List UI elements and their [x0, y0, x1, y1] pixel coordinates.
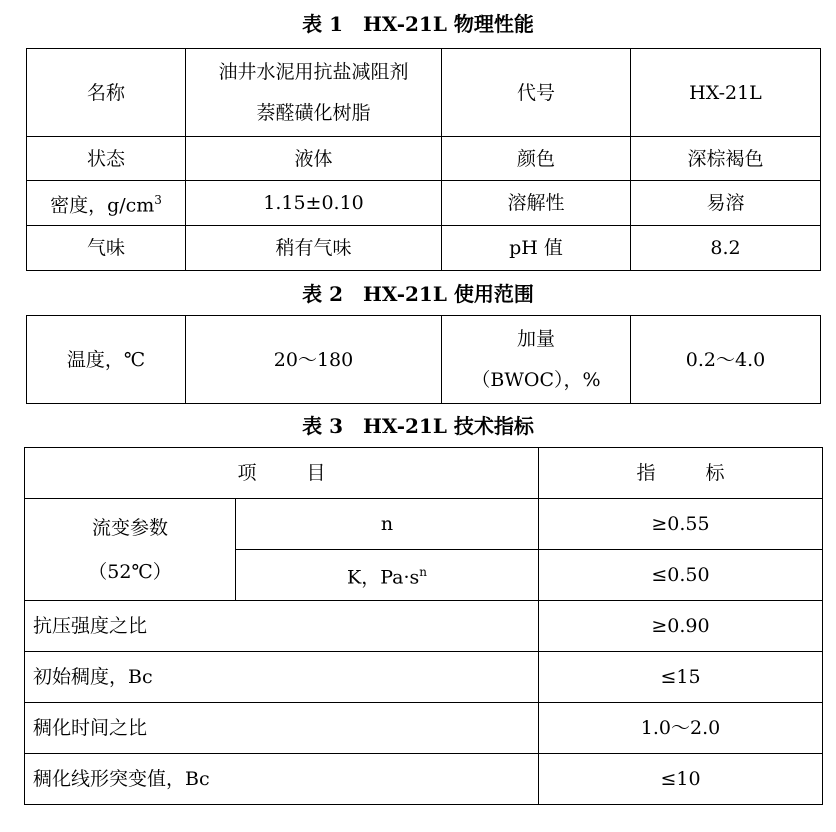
- thickening-jump-value: ≤10: [539, 754, 823, 805]
- odor-label: 气味: [27, 226, 186, 271]
- n-label: n: [236, 499, 539, 550]
- table3-row-n: [25, 499, 823, 550]
- table3-row-initial-consistency: [25, 652, 823, 703]
- table1-row-state: [27, 137, 821, 181]
- temperature-value: 20～180: [186, 316, 442, 404]
- code-value: HX-21L: [631, 49, 821, 137]
- header-item: [25, 448, 539, 499]
- table3-row-compressive: [25, 601, 823, 652]
- compressive-value: ≥0.90: [539, 601, 823, 652]
- state-value: 液体: [186, 137, 442, 181]
- dosage-label: [442, 316, 631, 404]
- header-index-char1: 指: [636, 462, 656, 484]
- initial-consistency-value: ≤15: [539, 652, 823, 703]
- density-label: [27, 181, 186, 226]
- name-value-line2: 萘醛磺化树脂: [256, 102, 371, 124]
- solubility-label: 溶解性: [442, 181, 631, 226]
- table3: [24, 447, 823, 805]
- table3-header-row: [25, 448, 823, 499]
- table1: [26, 48, 821, 271]
- table2-row: [27, 316, 821, 404]
- header-item-char1: 项: [237, 462, 257, 484]
- name-value: [186, 49, 442, 137]
- solubility-value: 易溶: [631, 181, 821, 226]
- table1-row-name: [27, 49, 821, 137]
- density-label-text: 密度，g/cm: [50, 194, 155, 217]
- dosage-value: 0.2～4.0: [631, 316, 821, 404]
- thickening-jump-label: 稠化线形突变值，Bc: [25, 754, 539, 805]
- density-label-sup: 3: [154, 193, 162, 208]
- k-label: [236, 550, 539, 601]
- name-value-line1: 油井水泥用抗盐减阻剂: [218, 61, 409, 83]
- ph-value: 8.2: [631, 226, 821, 271]
- color-value: 深棕褐色: [631, 137, 821, 181]
- table3-row-thickening-time: [25, 703, 823, 754]
- ph-label: pH 值: [442, 226, 631, 271]
- state-label: 状态: [27, 137, 186, 181]
- table1-row-odor: [27, 226, 821, 271]
- table2: [26, 315, 821, 404]
- table1-row-density: [27, 181, 821, 226]
- dosage-label-line2: （BWOC），%: [471, 369, 601, 391]
- rheology-label: [25, 499, 236, 601]
- table3-row-thickening-jump: [25, 754, 823, 805]
- rheology-label-line2: （52℃）: [88, 560, 172, 583]
- temperature-label: 温度，℃: [27, 316, 186, 404]
- initial-consistency-label: 初始稠度，Bc: [25, 652, 539, 703]
- k-value: ≤0.50: [539, 550, 823, 601]
- table2-title: 表 2 HX-21L 使用范围: [302, 282, 534, 306]
- n-value: ≥0.55: [539, 499, 823, 550]
- header-item-char2: 目: [306, 462, 326, 484]
- thickening-time-label: 稠化时间之比: [25, 703, 539, 754]
- density-value: 1.15±0.10: [186, 181, 442, 226]
- name-label: 名称: [27, 49, 186, 137]
- code-label: 代号: [442, 49, 631, 137]
- k-label-text: K，Pa·s: [347, 566, 420, 589]
- color-label: 颜色: [442, 137, 631, 181]
- header-index: [539, 448, 823, 499]
- table3-title: 表 3 HX-21L 技术指标: [302, 414, 534, 438]
- header-index-char2: 标: [705, 462, 725, 484]
- rheology-label-line1: 流变参数: [91, 516, 168, 539]
- thickening-time-value: 1.0～2.0: [539, 703, 823, 754]
- odor-value: 稍有气味: [186, 226, 442, 271]
- table1-title: 表 1 HX-21L 物理性能: [302, 12, 534, 36]
- k-label-sup: n: [419, 565, 427, 580]
- dosage-label-line1: 加量: [516, 328, 555, 350]
- compressive-label: 抗压强度之比: [25, 601, 539, 652]
